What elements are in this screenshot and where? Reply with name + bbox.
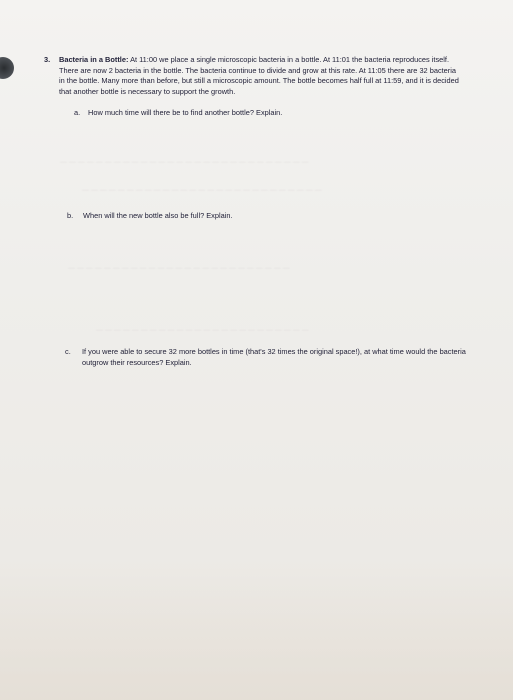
part-c-text: If you were able to secure 32 more bottles in time (that's 32 times the original space!), at what time would the bacteria outgrow their resources? Explain.: [82, 347, 466, 367]
paper-shadow: [0, 560, 513, 700]
bleed-through: — — — — — — — — — — — — — — — — — — — — — — — — — — —: [82, 187, 322, 194]
question-body: At 11:00 we place a single microscopic bacteria in a bottle. At 11:01 the bacteria reproduces itself. There are now 2 bacteria in the bottle. The bacteria continue to divide and grow at this rate. At 11:05 there are 32 bacteria in the bottle. Many more than before, but still a microscopic amount. The bottle becomes half full at 11:59, and it is decided that another bottle is necessary to support the growth.: [59, 55, 459, 96]
part-b-text: When will the new bottle also be full? Explain.: [83, 211, 233, 220]
part-b-letter: b.: [67, 211, 74, 220]
question-text: [59, 55, 461, 97]
part-a-text: How much time will there be to find another bottle? Explain.: [88, 108, 283, 117]
bleed-through: — — — — — — — — — — — — — — — — — — — — — — — — —: [68, 265, 290, 272]
bleed-through: — — — — — — — — — — — — — — — — — — — — — — — — — — — —: [60, 159, 309, 166]
part-c-letter: c.: [65, 347, 71, 356]
question-title: Bacteria in a Bottle:: [59, 55, 129, 64]
bleed-through: — — — — — — — — — — — — — — — — — — — — — — — —: [96, 327, 309, 334]
part-a-letter: a.: [74, 108, 81, 117]
question-number: 3.: [44, 55, 51, 64]
